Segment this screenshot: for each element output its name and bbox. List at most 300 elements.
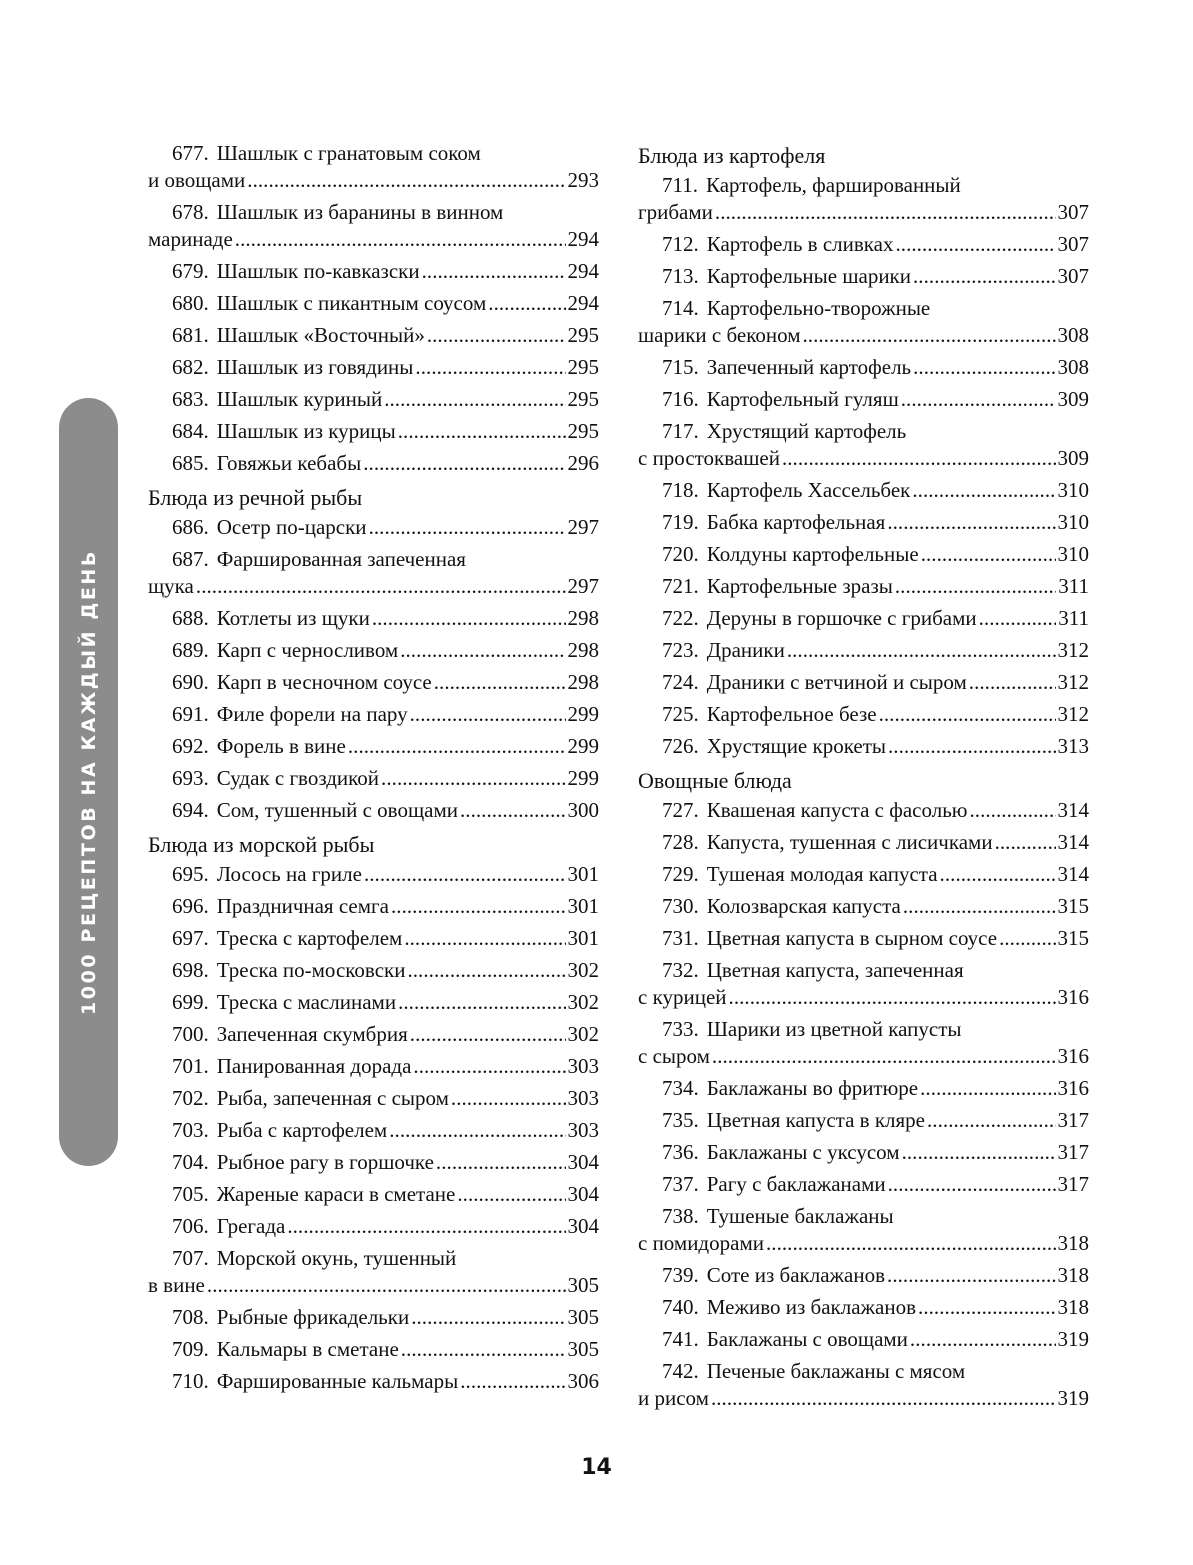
entry-leader-line — [638, 984, 1089, 1011]
dot-leader — [287, 1213, 565, 1240]
entry-title: Драники — [706, 637, 785, 662]
entry-page: 302 — [567, 957, 599, 982]
toc-entry — [148, 137, 599, 196]
dot-leader — [895, 231, 1055, 258]
toc-entry — [148, 762, 599, 794]
entry-title: Треска с картофелем — [216, 925, 403, 950]
entry-number: 724. — [662, 669, 699, 694]
dot-leader — [488, 290, 565, 317]
entry-number: 708. — [172, 1304, 209, 1329]
toc-entry — [148, 1301, 599, 1333]
entry-page: 309 — [1057, 386, 1089, 411]
toc-entry — [148, 698, 599, 730]
entry-leader-line — [172, 1213, 599, 1240]
entry-page: 311 — [1058, 605, 1089, 630]
toc-entry — [638, 890, 1089, 922]
dot-leader — [979, 605, 1057, 632]
entry-number: 704. — [172, 1149, 209, 1174]
dot-leader — [401, 1336, 566, 1363]
entry-first-line — [172, 546, 599, 573]
toc-entry — [638, 1259, 1089, 1291]
entry-title: Картофель, фаршированный — [705, 172, 961, 197]
entry-title: Цветная капуста, запеченная — [706, 957, 964, 982]
dot-leader — [729, 984, 1056, 1011]
dot-leader — [372, 605, 566, 632]
entry-number: 692. — [172, 733, 209, 758]
toc-entry — [148, 634, 599, 666]
entry-number: 705. — [172, 1181, 209, 1206]
entry-title: Квашеная капуста с фасолью — [706, 797, 968, 822]
entry-number: 726. — [662, 733, 699, 758]
dot-leader — [913, 354, 1055, 381]
entry-title: Треска по-московски — [216, 957, 406, 982]
entry-number: 684. — [172, 418, 209, 443]
entry-title: Жареные караси в сметане — [216, 1181, 456, 1206]
entry-page: 315 — [1057, 925, 1089, 950]
entry-number: 683. — [172, 386, 209, 411]
entry-title: Рагу с баклажанами — [706, 1171, 886, 1196]
dot-leader — [407, 957, 565, 984]
entry-number: 730. — [662, 893, 699, 918]
entry-leader-line — [148, 573, 599, 600]
entry-leader-line — [172, 1149, 599, 1176]
dot-leader — [410, 701, 566, 728]
entry-first-line — [662, 172, 1089, 199]
toc-entry — [148, 415, 599, 447]
dot-leader — [457, 1181, 565, 1208]
entry-page: 318 — [1057, 1294, 1089, 1319]
entry-leader-line — [662, 1171, 1089, 1198]
entry-title: Треска с маслинами — [216, 989, 397, 1014]
entry-page: 295 — [567, 418, 599, 443]
toc-entry — [638, 1355, 1089, 1414]
entry-title: Картофельное безе — [706, 701, 877, 726]
entry-number: 678. — [172, 199, 209, 224]
entry-leader-line — [662, 605, 1089, 632]
toc-entry — [638, 474, 1089, 506]
toc-entry — [148, 511, 599, 543]
dot-leader — [400, 637, 565, 664]
side-tab — [59, 398, 118, 1166]
entry-leader-line — [638, 1385, 1089, 1412]
entry-title: Сом, тушенный с овощами — [216, 797, 458, 822]
entry-leader-line — [172, 893, 599, 920]
toc-entry — [638, 415, 1089, 474]
toc-entry — [148, 1050, 599, 1082]
entry-title: Картофель в сливках — [706, 231, 894, 256]
entry-first-line — [172, 199, 599, 226]
entry-page: 315 — [1057, 893, 1089, 918]
entry-page: 308 — [1057, 322, 1089, 347]
entry-leader-line — [662, 893, 1089, 920]
entry-title-continued: с курицей — [638, 984, 727, 1009]
dot-leader — [364, 861, 566, 888]
entry-title-continued: и рисом — [638, 1385, 709, 1410]
entry-number: 688. — [172, 605, 209, 630]
entry-page: 304 — [567, 1149, 599, 1174]
entry-title: Деруны в горшочке с грибами — [706, 605, 977, 630]
entry-leader-line — [662, 733, 1089, 760]
entry-leader-line — [148, 226, 599, 253]
entry-title: Кальмары в сметане — [216, 1336, 399, 1361]
toc-entry — [148, 954, 599, 986]
entry-title: Капуста, тушенная с лисичками — [706, 829, 993, 854]
entry-leader-line — [172, 989, 599, 1016]
entry-title: Картофельно-творожные — [706, 295, 931, 320]
entry-page: 312 — [1057, 637, 1089, 662]
toc-entry — [638, 1168, 1089, 1200]
entry-title: Карп с черносливом — [216, 637, 399, 662]
toc-entry — [638, 698, 1089, 730]
entry-title: Рыбное рагу в горшочке — [216, 1149, 434, 1174]
side-title: 1000 РЕЦЕПТОВ НА КАЖДЫЙ ДЕНЬ — [77, 548, 100, 1016]
entry-page: 318 — [1057, 1262, 1089, 1287]
entry-leader-line — [172, 386, 599, 413]
toc-entry — [638, 954, 1089, 1013]
dot-leader — [398, 989, 565, 1016]
entry-page: 304 — [567, 1181, 599, 1206]
entry-leader-line — [638, 445, 1089, 472]
toc-entry — [148, 1018, 599, 1050]
dot-leader — [196, 573, 566, 600]
entry-page: 305 — [567, 1304, 599, 1329]
dot-leader — [247, 167, 565, 194]
entry-number: 690. — [172, 669, 209, 694]
entry-page: 302 — [567, 1021, 599, 1046]
entry-first-line — [662, 1203, 1089, 1230]
toc-entry — [638, 260, 1089, 292]
toc-entry — [638, 1072, 1089, 1104]
toc-entry — [148, 287, 599, 319]
dot-leader — [415, 354, 565, 381]
dot-leader — [363, 450, 565, 477]
entry-number: 696. — [172, 893, 209, 918]
entry-leader-line — [662, 1139, 1089, 1166]
toc-entry — [638, 634, 1089, 666]
entry-first-line — [662, 295, 1089, 322]
entry-leader-line — [172, 1368, 599, 1395]
entry-leader-line — [662, 1294, 1089, 1321]
entry-number: 732. — [662, 957, 699, 982]
entry-title: Карп в чесночном соусе — [216, 669, 432, 694]
toc-entry — [638, 730, 1089, 762]
entry-leader-line — [148, 1272, 599, 1299]
dot-leader — [348, 733, 566, 760]
entry-leader-line — [662, 1262, 1089, 1289]
entry-title: Тушеная молодая капуста — [706, 861, 938, 886]
toc-entry — [148, 1178, 599, 1210]
entry-page: 313 — [1057, 733, 1089, 758]
entry-number: 698. — [172, 957, 209, 982]
entry-page: 305 — [567, 1336, 599, 1361]
entry-title: Шашлык с пикантным соусом — [216, 290, 487, 315]
dot-leader — [879, 701, 1056, 728]
entry-title: Осетр по-царски — [216, 514, 367, 539]
dot-leader — [404, 925, 565, 952]
entry-title: Печеные баклажаны с мясом — [706, 1358, 966, 1383]
toc-entry — [638, 351, 1089, 383]
entry-title: Картофельный гуляш — [706, 386, 899, 411]
toc-entry — [148, 1082, 599, 1114]
entry-page: 297 — [567, 514, 599, 539]
entry-title: Панированная дорада — [216, 1053, 412, 1078]
entry-title: Цветная капуста в сырном соусе — [706, 925, 998, 950]
dot-leader — [384, 386, 565, 413]
dot-leader — [887, 509, 1055, 536]
entry-leader-line — [172, 669, 599, 696]
entry-leader-line — [172, 290, 599, 317]
dot-leader — [398, 418, 566, 445]
entry-page: 303 — [567, 1117, 599, 1142]
entry-leader-line — [638, 1230, 1089, 1257]
entry-leader-line — [172, 1181, 599, 1208]
entry-number: 728. — [662, 829, 699, 854]
entry-leader-line — [662, 386, 1089, 413]
entry-title: Запеченный картофель — [706, 354, 912, 379]
entry-title: Хрустящие крокеты — [706, 733, 886, 758]
entry-page: 319 — [1057, 1326, 1089, 1351]
entry-title: Рыба, запеченная с сыром — [216, 1085, 449, 1110]
dot-leader — [887, 1262, 1055, 1289]
entry-page: 312 — [1057, 669, 1089, 694]
dot-leader — [999, 925, 1055, 952]
entry-title: Судак с гвоздикой — [216, 765, 380, 790]
toc-entry — [638, 538, 1089, 570]
entry-page: 317 — [1057, 1139, 1089, 1164]
entry-leader-line — [662, 541, 1089, 568]
dot-leader — [712, 1043, 1056, 1070]
entry-title-continued: с сыром — [638, 1043, 710, 1068]
dot-leader — [207, 1272, 566, 1299]
toc-entry — [148, 922, 599, 954]
entry-title: Морской окунь, тушенный — [216, 1245, 457, 1270]
entry-number: 739. — [662, 1262, 699, 1287]
entry-leader-line — [172, 354, 599, 381]
entry-leader-line — [172, 1117, 599, 1144]
entry-title: Форель в вине — [216, 733, 346, 758]
toc-entry — [148, 1146, 599, 1178]
dot-leader — [389, 1117, 565, 1144]
toc-entry — [148, 351, 599, 383]
entry-title: Меживо из баклажанов — [706, 1294, 917, 1319]
entry-title: Рыбные фрикадельки — [216, 1304, 410, 1329]
entry-page: 294 — [567, 258, 599, 283]
entry-leader-line — [662, 861, 1089, 888]
entry-number: 733. — [662, 1016, 699, 1041]
entry-leader-line — [662, 1326, 1089, 1353]
dot-leader — [434, 669, 566, 696]
entry-page: 296 — [567, 450, 599, 475]
entry-number: 707. — [172, 1245, 209, 1270]
toc-entry — [638, 602, 1089, 634]
entry-title: Баклажаны во фритюре — [706, 1075, 919, 1100]
entry-page: 319 — [1057, 1385, 1089, 1410]
entry-leader-line — [172, 418, 599, 445]
entry-page: 293 — [567, 167, 599, 192]
entry-leader-line — [172, 1053, 599, 1080]
toc-entry — [148, 543, 599, 602]
entry-number: 731. — [662, 925, 699, 950]
toc-entry — [638, 922, 1089, 954]
dot-leader — [940, 861, 1056, 888]
entry-page: 314 — [1057, 829, 1089, 854]
entry-page: 310 — [1057, 477, 1089, 502]
entry-page: 310 — [1057, 541, 1089, 566]
toc-left-column — [148, 137, 599, 1397]
entry-title: Колдуны картофельные — [706, 541, 919, 566]
toc-entry — [148, 890, 599, 922]
dot-leader — [413, 1053, 565, 1080]
entry-leader-line — [662, 701, 1089, 728]
dot-leader — [995, 829, 1056, 856]
entry-title-continued: маринаде — [148, 226, 233, 251]
toc-entry — [148, 447, 599, 479]
entry-number: 682. — [172, 354, 209, 379]
dot-leader — [711, 1385, 1056, 1412]
toc-entry — [148, 730, 599, 762]
entry-page: 316 — [1057, 984, 1089, 1009]
dot-leader — [451, 1085, 566, 1112]
dot-leader — [235, 226, 566, 253]
entry-number: 702. — [172, 1085, 209, 1110]
entry-leader-line — [172, 733, 599, 760]
entry-leader-line — [662, 829, 1089, 856]
entry-leader-line — [662, 509, 1089, 536]
entry-title-continued: щука — [148, 573, 194, 598]
toc-entry — [148, 255, 599, 287]
entry-title: Грегада — [216, 1213, 286, 1238]
dot-leader — [411, 1304, 565, 1331]
entry-leader-line — [172, 957, 599, 984]
entry-leader-line — [638, 1043, 1089, 1070]
entry-number: 741. — [662, 1326, 699, 1351]
toc-right-column — [638, 137, 1089, 1414]
entry-leader-line — [662, 573, 1089, 600]
entry-page: 316 — [1057, 1043, 1089, 1068]
entry-title: Запеченная скумбрия — [216, 1021, 408, 1046]
entry-title: Рыба с картофелем — [216, 1117, 388, 1142]
entry-page: 299 — [567, 701, 599, 726]
entry-page: 308 — [1057, 354, 1089, 379]
entry-number: 687. — [172, 546, 209, 571]
entry-number: 719. — [662, 509, 699, 534]
toc-entry — [148, 602, 599, 634]
dot-leader — [460, 1368, 565, 1395]
entry-title: Филе форели на пару — [216, 701, 408, 726]
dot-leader — [969, 669, 1056, 696]
dot-leader — [920, 1075, 1055, 1102]
entry-first-line — [172, 1245, 599, 1272]
entry-leader-line — [172, 925, 599, 952]
toc-entry — [638, 1104, 1089, 1136]
entry-number: 734. — [662, 1075, 699, 1100]
entry-title: Праздничная семга — [216, 893, 389, 918]
entry-leader-line — [662, 1107, 1089, 1134]
dot-leader — [427, 322, 566, 349]
entry-title: Бабка картофельная — [706, 509, 886, 534]
entry-page: 311 — [1058, 573, 1089, 598]
entry-number: 694. — [172, 797, 209, 822]
page-number: 14 — [581, 1455, 612, 1480]
entry-page: 300 — [567, 797, 599, 822]
dot-leader — [895, 573, 1056, 600]
entry-leader-line — [662, 1075, 1089, 1102]
entry-page: 299 — [567, 765, 599, 790]
entry-title: Драники с ветчиной и сыром — [706, 669, 967, 694]
toc-entry — [638, 383, 1089, 415]
entry-leader-line — [172, 1304, 599, 1331]
entry-leader-line — [662, 354, 1089, 381]
entry-page: 314 — [1057, 861, 1089, 886]
toc-entry — [638, 1013, 1089, 1072]
entry-number: 742. — [662, 1358, 699, 1383]
entry-number: 725. — [662, 701, 699, 726]
entry-number: 717. — [662, 418, 699, 443]
section-title: Овощные блюда — [638, 768, 792, 793]
entry-number: 738. — [662, 1203, 699, 1228]
entry-leader-line — [148, 167, 599, 194]
section-title: Блюда из картофеля — [638, 143, 826, 168]
entry-page: 309 — [1057, 445, 1089, 470]
dot-leader — [921, 541, 1056, 568]
entry-leader-line — [172, 637, 599, 664]
entry-number: 703. — [172, 1117, 209, 1142]
toc-entry — [148, 858, 599, 890]
toc-entry — [638, 228, 1089, 260]
entry-number: 710. — [172, 1368, 209, 1393]
entry-page: 294 — [567, 290, 599, 315]
entry-page: 302 — [567, 989, 599, 1014]
entry-first-line — [662, 957, 1089, 984]
entry-leader-line — [662, 925, 1089, 952]
entry-number: 712. — [662, 231, 699, 256]
entry-leader-line — [638, 199, 1089, 226]
entry-title: Шашлык из говядины — [216, 354, 414, 379]
entry-title: Баклажаны с овощами — [706, 1326, 908, 1351]
entry-leader-line — [172, 701, 599, 728]
toc-entry — [148, 1365, 599, 1397]
entry-title: Шарики из цветной капусты — [706, 1016, 962, 1041]
entry-title: Цветная капуста в кляре — [706, 1107, 925, 1132]
entry-number: 720. — [662, 541, 699, 566]
entry-number: 679. — [172, 258, 209, 283]
entry-page: 298 — [567, 605, 599, 630]
toc-entry — [638, 666, 1089, 698]
entry-number: 709. — [172, 1336, 209, 1361]
entry-number: 681. — [172, 322, 209, 347]
dot-leader — [369, 514, 566, 541]
entry-page: 317 — [1057, 1171, 1089, 1196]
entry-title: Фаршированная запеченная — [216, 546, 466, 571]
toc-entry — [148, 196, 599, 255]
toc-entry — [638, 858, 1089, 890]
entry-page: 314 — [1057, 797, 1089, 822]
entry-title: Картофель Хассельбек — [706, 477, 911, 502]
dot-leader — [918, 1294, 1055, 1321]
entry-first-line — [172, 140, 599, 167]
dot-leader — [913, 263, 1056, 290]
entry-title: Фаршированные кальмары — [216, 1368, 459, 1393]
dot-leader — [381, 765, 565, 792]
toc-entry — [148, 383, 599, 415]
entry-page: 301 — [567, 893, 599, 918]
toc-entry — [638, 794, 1089, 826]
entry-title: Шашлык из баранины в винном — [216, 199, 504, 224]
entry-title: Баклажаны с уксусом — [706, 1139, 900, 1164]
entry-title-continued: и овощами — [148, 167, 246, 192]
entry-title-continued: с помидорами — [638, 1230, 764, 1255]
toc-entry — [638, 292, 1089, 351]
